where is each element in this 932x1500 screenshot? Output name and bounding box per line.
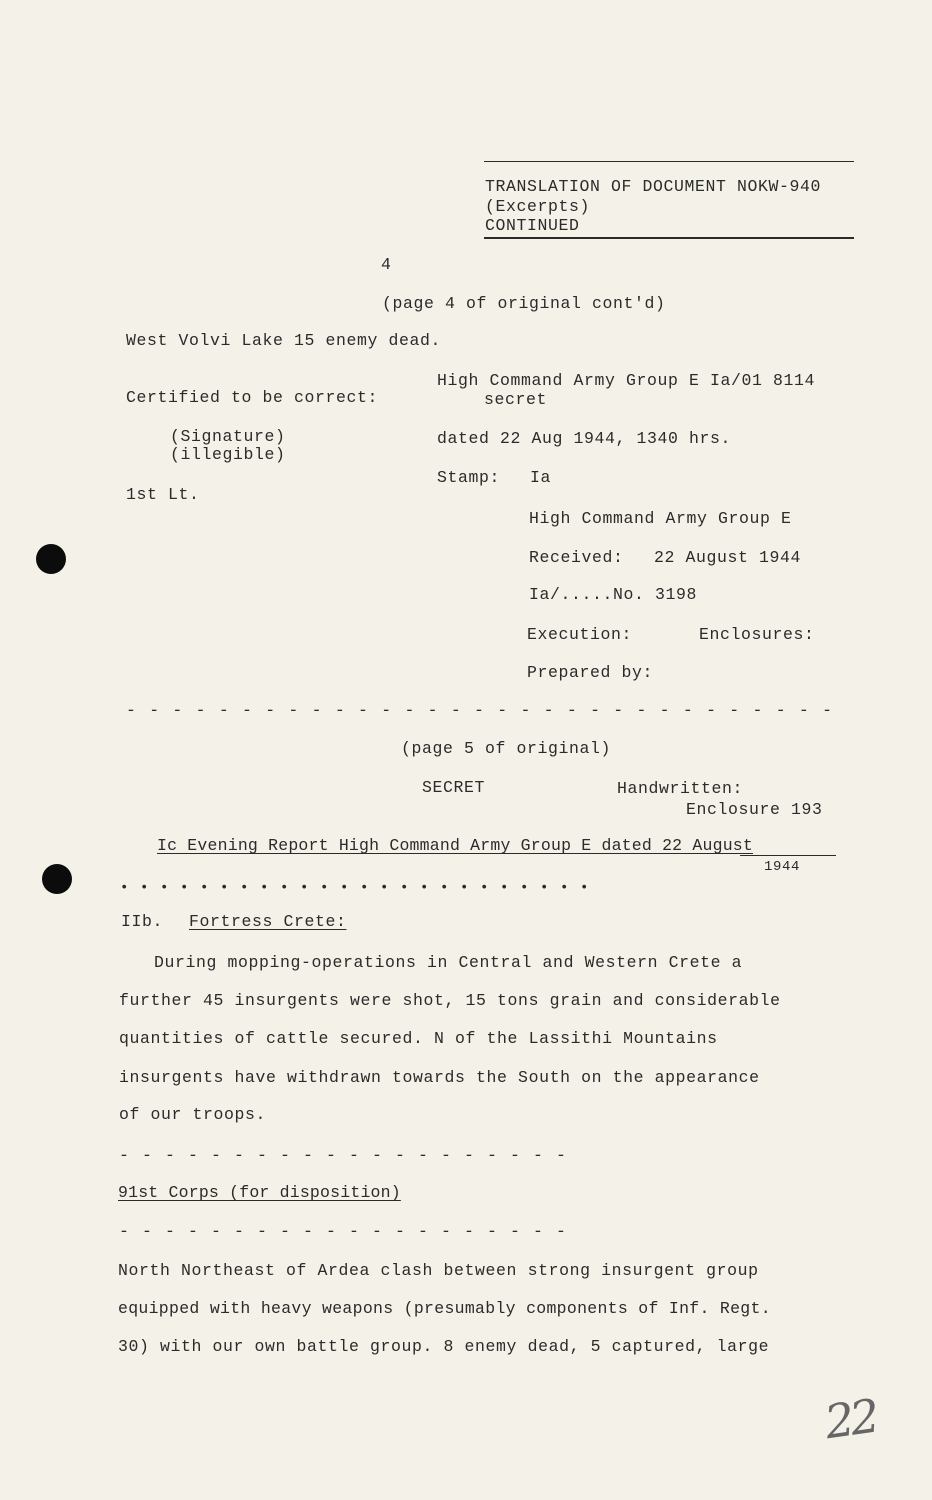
header-continued: CONTINUED [485, 216, 580, 235]
hq-line: High Command Army Group E Ia/01 8114 [437, 371, 816, 390]
separator-short-1: - - - - - - - - - - - - - - - - - - - - [119, 1146, 568, 1165]
para1-line2: further 45 insurgents were shot, 15 tons grain and considerable [119, 991, 781, 1010]
header-excerpts: (Excerpts) [485, 197, 591, 216]
hq-secret: secret [484, 390, 548, 409]
execution-label: Execution: [527, 625, 633, 644]
rank: 1st Lt. [126, 485, 200, 504]
report-year-rule [740, 855, 836, 856]
para2-line3: 30) with our own battle group. 8 enemy dead, 5 captured, large [118, 1337, 770, 1356]
page5-heading: (page 5 of original) [401, 739, 612, 758]
para2-line2: equipped with heavy weapons (presumably components of Inf. Regt. [118, 1299, 771, 1318]
folio-mark: 22 [821, 1388, 880, 1450]
punch-hole-bottom [42, 864, 72, 894]
enclosure-number: Enclosure 193 [686, 800, 823, 819]
report-year: 1944 [764, 859, 801, 875]
dated-line: dated 22 Aug 1944, 1340 hrs. [437, 429, 732, 448]
page4-text: West Volvi Lake 15 enemy dead. [126, 331, 442, 350]
prepared-label: Prepared by: [527, 663, 654, 682]
signature-illegible: (illegible) [170, 445, 286, 464]
report-title: Ic Evening Report High Command Army Group E dated 22 August [157, 836, 753, 855]
header-rule-bottom [484, 237, 854, 239]
separator-short-2: - - - - - - - - - - - - - - - - - - - - [119, 1222, 568, 1241]
header-title: TRANSLATION OF DOCUMENT NOKW-940 [485, 177, 822, 196]
received-label: Received: [529, 548, 624, 567]
page5-secret: SECRET [422, 778, 486, 797]
received-value: 22 August 1944 [654, 548, 802, 567]
signature: (Signature) [170, 427, 286, 446]
para1-line5: of our troops. [119, 1105, 267, 1124]
enclosures-label: Enclosures: [699, 625, 815, 644]
para1-line3: quantities of cattle secured. N of the Lassithi Mountains [119, 1029, 718, 1048]
corps-title: 91st Corps (for disposition) [118, 1183, 401, 1202]
section-title: Fortress Crete: [189, 912, 347, 931]
page4-heading: (page 4 of original cont'd) [382, 294, 666, 313]
section-label: IIb. [121, 912, 164, 931]
certified-label: Certified to be correct: [126, 388, 379, 407]
separator-long: - - - - - - - - - - - - - - - - - - - - - - - - - - - - - - - [126, 701, 834, 720]
stamp-hq: High Command Army Group E [529, 509, 792, 528]
stamp-label: Stamp: [437, 468, 501, 487]
punch-hole-top [36, 544, 66, 574]
header-rule-top [484, 161, 854, 162]
handwritten-label: Handwritten: [617, 779, 744, 798]
dots-row: • • • • • • • • • • • • • • • • • • • • • • • • [120, 880, 591, 896]
para1-line4: insurgents have withdrawn towards the South on the appearance [119, 1068, 760, 1087]
para1-line1: During mopping-operations in Central and Western Crete a [154, 953, 743, 972]
ia-number: Ia/.....No. 3198 [529, 585, 698, 604]
page-number: 4 [381, 255, 392, 274]
para2-line1: North Northeast of Ardea clash between strong insurgent group [118, 1261, 759, 1280]
stamp-value: Ia [530, 468, 552, 487]
